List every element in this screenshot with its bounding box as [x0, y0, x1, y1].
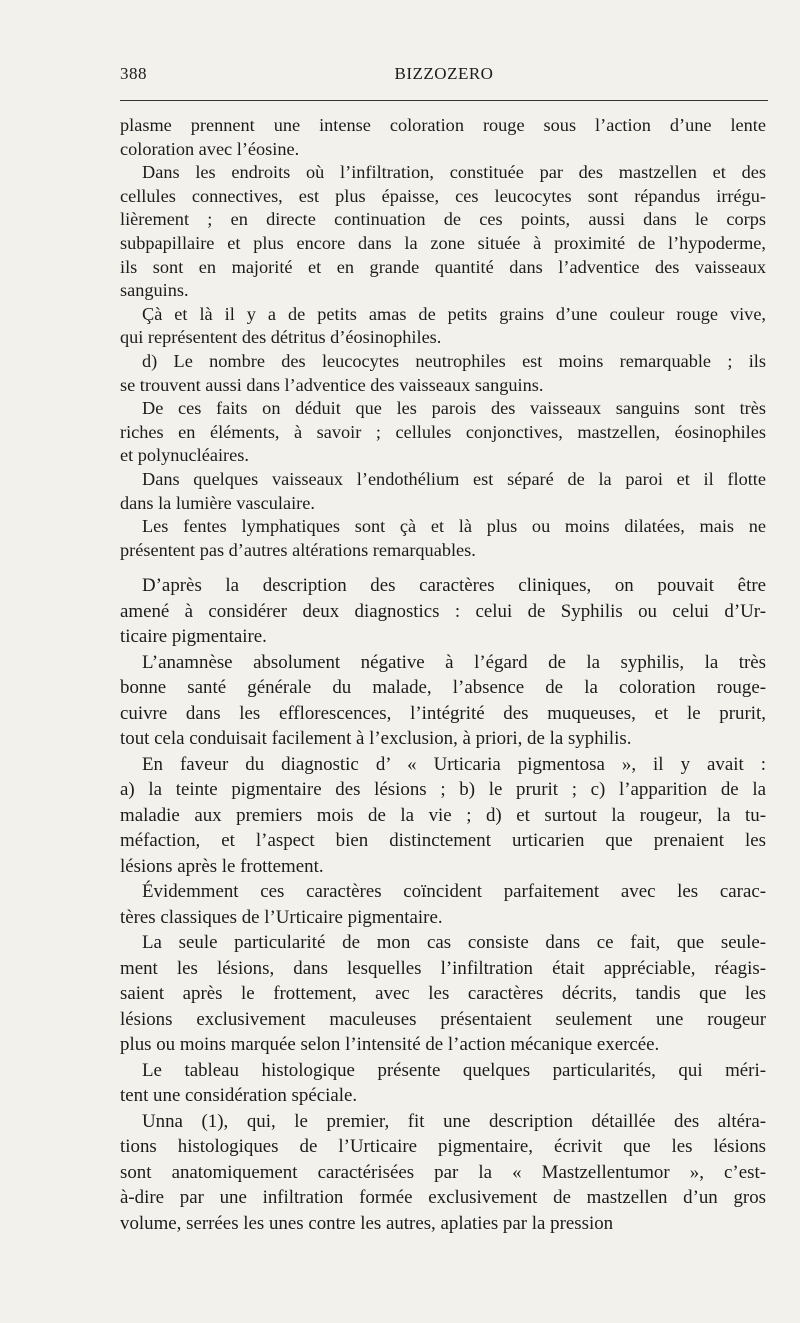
text-line: La seule particularité de mon cas consiste dans ce fait, que seule-	[142, 932, 766, 953]
text-line: amené à considérer deux diagnostics : celui de Syphilis ou celui d’Ur-	[120, 600, 766, 622]
text-line: subpapillaire et plus encore dans la zone située à proximité de l’hypoderme,	[120, 232, 766, 253]
running-head	[120, 64, 768, 94]
paragraph	[120, 650, 766, 752]
text-line: tions histologiques de l’Urticaire pigmentaire, écrivit que les lésions	[120, 1136, 766, 1157]
text-line: coloration avec l’éosine.	[120, 138, 300, 159]
paragraph	[120, 1058, 766, 1109]
paragraph	[120, 879, 766, 930]
text-line: ticaire pigmentaire.	[120, 626, 267, 647]
paragraph	[120, 752, 766, 880]
running-title: BIZZOZERO	[394, 64, 494, 83]
paragraph	[120, 573, 766, 650]
text-line: De ces faits on déduit que les parois des vaisseaux sanguins sont très	[142, 398, 766, 419]
text-line: riches en éléments, à savoir ; cellules conjonctives, mastzellen, éosinophiles	[120, 421, 766, 442]
text-line: cuivre dans les efflorescences, l’intégrité des muqueuses, et le prurit,	[120, 702, 766, 724]
text-line: bonne santé générale du malade, l’absence de la coloration rouge-	[120, 677, 766, 698]
paragraph	[120, 515, 766, 562]
paragraph	[120, 350, 766, 397]
paragraph	[120, 930, 766, 1058]
paragraph	[120, 397, 766, 468]
text-line: à-dire par une infiltration formée exclusivement de mastzellen d’un gros	[120, 1187, 766, 1208]
text-line: tout cela conduisait facilement à l’exclusion, à priori, de la syphilis.	[120, 728, 632, 749]
text-line: plus ou moins marquée selon l’intensité de l’action mécanique exercée.	[120, 1034, 660, 1055]
text-line: d) Le nombre des leucocytes neutrophiles est moins remarquable ; ils	[142, 350, 766, 371]
text-line: Çà et là il y a de petits amas de petits grains d’une couleur rouge vive,	[142, 303, 766, 324]
text-line: Le tableau histologique présente quelques particularités, qui méri-	[142, 1059, 766, 1081]
text-line: Unna (1), qui, le premier, fit une description détaillée des altéra-	[142, 1110, 766, 1132]
text-line: méfaction, et l’aspect bien distinctement urticarien que prenaient les	[120, 830, 766, 851]
text-line: et polynucléaires.	[120, 445, 249, 466]
text-line: D’après la description des caractères cliniques, on pouvait être	[142, 575, 766, 596]
text-line: ils sont en majorité et en grande quantité dans l’adventice des vaisseaux	[120, 256, 766, 277]
text-line: Dans quelques vaisseaux l’endothélium est séparé de la paroi et il flotte	[142, 468, 766, 489]
paragraph	[120, 114, 766, 161]
text-line: saient après le frottement, avec les caractères décrits, tandis que les	[120, 983, 766, 1004]
text-line: Les fentes lymphatiques sont çà et là plus ou moins dilatées, mais ne	[142, 516, 766, 537]
text-line: qui représentent des détritus d’éosinophiles.	[120, 327, 442, 348]
text-line: lésions après le frottement.	[120, 855, 324, 877]
text-line: dans la lumière vasculaire.	[120, 492, 315, 513]
text-line: maladie aux premiers mois de la vie ; d) et surtout la rougeur, la tu-	[120, 804, 766, 826]
text-line: sont anatomiquement caractérisées par la « Mastzellentumor », c’est-	[120, 1161, 766, 1183]
text-line: se trouvent aussi dans l’adventice des vaisseaux sanguins.	[120, 374, 544, 395]
text-line: tères classiques de l’Urticaire pigmentaire.	[120, 906, 443, 928]
header-rule	[120, 100, 768, 101]
text-line: L’anamnèse absolument négative à l’égard de la syphilis, la très	[142, 651, 766, 673]
text-line: lésions exclusivement maculeuses présentaient seulement une rougeur	[120, 1008, 766, 1030]
text-line: sanguins.	[120, 280, 189, 301]
text-line: Évidemment ces caractères coïncident parfaitement avec les carac-	[142, 881, 766, 902]
paragraph	[120, 161, 766, 303]
text-line: En faveur du diagnostic d’ « Urticaria pigmentosa », il y avait :	[142, 753, 766, 775]
paragraph	[120, 468, 766, 515]
text-line: Dans les endroits où l’infiltration, constituée par des mastzellen et des	[142, 162, 766, 183]
section-discussion	[120, 573, 766, 1236]
section-histology	[120, 114, 766, 562]
text-line: cellules connectives, est plus épaisse, ces leucocytes sont répandus irrégu-	[120, 185, 766, 206]
text-line: volume, serrées les unes contre les autres, aplaties par la pression	[120, 1212, 614, 1234]
text-line: tent une considération spéciale.	[120, 1085, 358, 1106]
text-line: a) la teinte pigmentaire des lésions ; b) le prurit ; c) l’apparition de la	[120, 779, 766, 800]
text-line: ment les lésions, dans lesquelles l’infiltration était appréciable, réagis-	[120, 957, 766, 979]
text-line: plasme prennent une intense coloration rouge sous l’action d’une lente	[120, 115, 766, 135]
paragraph	[120, 1109, 766, 1237]
paragraph	[120, 303, 766, 350]
page-number: 388	[120, 64, 147, 83]
text-line: présentent pas d’autres altérations remarquables.	[120, 539, 476, 560]
text-line: lièrement ; en directe continuation de ces points, aussi dans le corps	[120, 209, 766, 230]
